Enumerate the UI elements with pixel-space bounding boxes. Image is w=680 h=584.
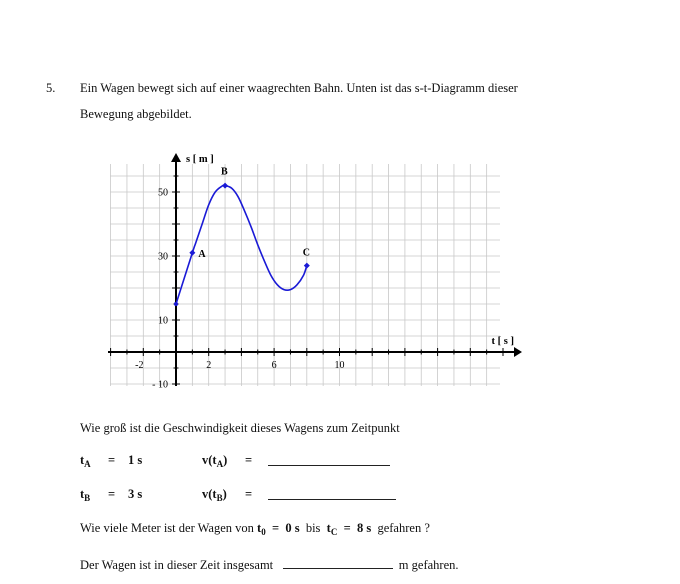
y-tick-label: 30 xyxy=(158,251,168,263)
tA-eq: = xyxy=(108,453,116,467)
tA-value: 1 s xyxy=(128,453,143,467)
tB-eq: = xyxy=(108,487,116,501)
row-tA xyxy=(80,453,91,469)
t0-var: $t_0$ xyxy=(257,521,266,537)
point-C xyxy=(304,263,310,269)
t0-value: 0 s xyxy=(285,521,300,535)
t-axis-arrow xyxy=(514,347,522,357)
point-label-B: B xyxy=(221,166,228,178)
tB-value: 3 s xyxy=(128,487,143,501)
y-tick-label: - 10 xyxy=(152,379,168,391)
chart-axes xyxy=(108,153,522,386)
answer-distance-line xyxy=(80,556,459,573)
x-tick-label: -2 xyxy=(135,360,144,371)
y-tick-label: 50 xyxy=(158,187,168,199)
vA-sub: A xyxy=(216,459,224,469)
tC-var: $t_C$ xyxy=(326,521,338,537)
q2-end: gefahren ? xyxy=(377,521,430,535)
row-tB xyxy=(80,487,90,503)
point-B xyxy=(222,183,228,189)
tB-var: t xyxy=(80,487,85,501)
vB-var: v(t xyxy=(202,487,217,501)
q3-start: Der Wagen ist in dieser Zeit insgesamt xyxy=(80,558,274,572)
tA-sub: A xyxy=(84,459,91,469)
y-axis-label: s [ m ] xyxy=(186,154,214,165)
vA-eq: = xyxy=(245,453,253,467)
tC-value: 8 s xyxy=(356,521,372,535)
tA-var: t xyxy=(80,453,85,467)
vB-close: ) xyxy=(222,487,227,501)
vB-eq: = xyxy=(245,487,253,501)
x-tick-label: 6 xyxy=(271,360,277,371)
q2-bis: bis xyxy=(305,521,321,535)
vA-close: ) xyxy=(223,453,228,467)
q3-end: m gefahren. xyxy=(398,558,459,572)
q2-start: Wie viele Meter ist der Wagen von xyxy=(80,521,254,535)
start-point xyxy=(174,302,178,306)
intro-line-1: Ein Wagen bewegt sich auf einer waagrechten Bahn. Unten ist das s-t-Diagramm dieser xyxy=(80,81,518,95)
vA-var: v(t xyxy=(202,453,217,467)
question-velocity: Wie groß ist die Geschwindigkeit dieses Wagens zum Zeitpunkt xyxy=(80,421,400,435)
y-tick-label: 10 xyxy=(158,315,168,327)
point-A xyxy=(189,250,195,256)
chart-points xyxy=(174,167,310,306)
x-tick-label: 2 xyxy=(206,360,212,371)
x-axis-label: t [ s ] xyxy=(491,336,514,347)
s-axis-arrow xyxy=(171,153,181,162)
tC-eq: = xyxy=(343,521,351,535)
question-distance xyxy=(80,521,430,537)
vB-sub: B xyxy=(216,493,223,503)
task-number: 5. xyxy=(46,81,56,95)
s-t-diagram xyxy=(100,150,520,390)
point-label-C: C xyxy=(302,247,311,259)
t0-eq: = xyxy=(271,521,280,535)
intro-line-2: Bewegung abgebildet. xyxy=(80,107,192,121)
x-tick-label: 10 xyxy=(334,360,345,371)
vB-answer-field[interactable] xyxy=(268,487,396,500)
tB-sub: B xyxy=(84,493,91,503)
vA-answer-field[interactable] xyxy=(268,453,390,466)
point-label-A: A xyxy=(198,248,206,260)
row-vB xyxy=(202,487,227,503)
row-vA xyxy=(202,453,227,469)
distance-answer-field[interactable] xyxy=(283,556,393,569)
